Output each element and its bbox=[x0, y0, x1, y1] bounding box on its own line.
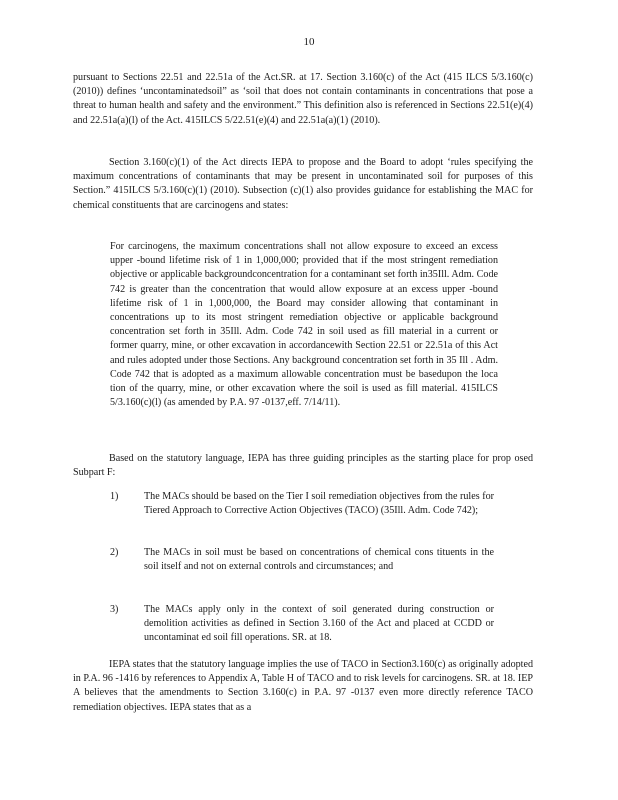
paragraph-definition bbox=[73, 71, 533, 128]
principle-number: 1) bbox=[110, 491, 119, 502]
paragraph-closing bbox=[73, 658, 533, 715]
block-quote-text: For carcinogens, the maximum concentrations shall not allow exposure to exceed an excess upper -bound lifetime risk of 1 in 1,000,000; provided that if the most stringent remediation objective or applicable backgroundconcentration for a contaminant set forth in35Ill. Adm. Code 742 is greater than the concentration that would allow exposure at an excess upper -bound lifetime risk of 1 in 1,000,000, the Board may consider allowing that contaminant in concentrations up to its most stringent remediation objective or applicable background concentration set forth in 35Ill. Adm. Code 742 in soil used as fill material in a current or former quarry, mine, or other excavation in accordancewith Section 22.51 or 22.51a of this Act and rules adopted under those Sections. Any background concentration set forth in 35 Ill . Adm. Code 742 that is adopted as a maximum allowable concentration must be basedupon the loca tion of the quarry, mine, or other excavation where the soil is used as fill material. 415ILCS 5/3.160(c)(l) (as amended by P.A. 97 -0137,eff. 7/14/11). bbox=[110, 241, 498, 409]
paragraph-text: Section 3.160(c)(1) of the Act directs IEPA to propose and the Board to adopt ‘rules specifying the maximum concentrations of contaminants that may be present in uncontaminated soil for purposes of this Section.” 415ILCS 5/3.160(c)(1) (2010). Subsection (c)(1) also provides guidance for establishing the MAC for chemical constituents that are carcinogens and states: bbox=[73, 157, 533, 211]
paragraph-text: IEPA states that the statutory language implies the use of TACO in Section3.160(c) as originally adopted in P.A. 96 -1416 by references to Appendix A, Table H of TACO and to risk levels for carcinogens. SR. at 18. IEP A believes that the amendments to Section 3.160(c) in P.A. 97 -0137 even more directly reference TACO remediation objectives. IEPA states that as a bbox=[73, 659, 533, 713]
paragraph-text: Based on the statutory language, IEPA has three guiding principles as the starting place for prop osed Subpart F: bbox=[73, 453, 533, 479]
page-number: 10 bbox=[303, 36, 315, 48]
principle-text: The MACs in soil must be based on concentrations of chemical cons tituents in the soil itself and not on external controls and circumstances; and bbox=[144, 547, 494, 573]
principle-text: The MACs apply only in the context of soil generated during construction or demolition activities as defined in Section 3.160 of the Act and placed at CCDD or uncontaminat ed soil fill operations. SR. at 18. bbox=[144, 604, 494, 644]
principle-number: 3) bbox=[110, 604, 119, 615]
principle-number: 2) bbox=[110, 547, 119, 558]
paragraph-section-3160 bbox=[73, 156, 533, 213]
principle-text: The MACs should be based on the Tier I soil remediation objectives from the rules for Tiered Approach to Corrective Action Objectives (TACO) (35Ill. Adm. Code 742); bbox=[144, 491, 494, 517]
paragraph-text: pursuant to Sections 22.51 and 22.51a of the Act.SR. at 17. Section 3.160(c) of the Act (415 ILCS 5/3.160(c) (2010)) defines ‘uncontaminatedsoil” as ‘soil that does not contain contaminants in concentrations that pose a threat to human health and safety and the environment.” This definition also is referenced in Sections 22.51(e)(4) and 22.51a(a)(l) of the Act. 415ILCS 5/22.51(e)(4) and 22.51a(a)(1) (2010). bbox=[73, 72, 533, 126]
block-quote bbox=[110, 240, 498, 410]
paragraph-principles-intro bbox=[73, 452, 533, 480]
